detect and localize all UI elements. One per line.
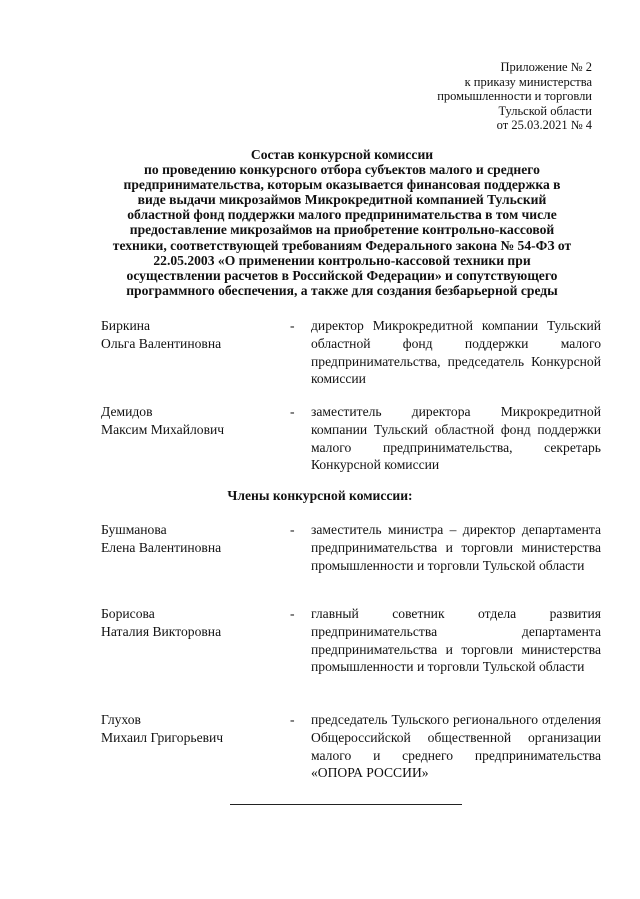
appendix-line: промышленности и торговли (437, 89, 592, 104)
title-line: осуществлении расчетов в Российской Федерации» и сопутствующего (126, 267, 558, 283)
member-name (101, 605, 281, 641)
member-dash: - (290, 318, 295, 333)
member-dash: - (290, 712, 295, 727)
title-line: предпринимательства, которым оказывается финансовая поддержка в (123, 177, 561, 193)
member-given-names: Михаил Григорьевич (101, 729, 224, 745)
member-surname: Борисова (101, 606, 155, 621)
appendix-header (372, 60, 592, 133)
title-line: Состав конкурсной комиссии (250, 147, 434, 162)
title-line: по проведению конкурсного отбора субъектов малого и среднего (144, 162, 540, 178)
title-line: предоставление микрозаймов на приобретение контрольно-кассовой (129, 222, 555, 238)
member-given-names: Наталия Викторовна (101, 623, 222, 639)
member-dash: - (290, 404, 295, 419)
title-line: областной фонд поддержки малого предпринимательства в том числе (127, 207, 557, 223)
appendix-line: к приказу министерства (464, 74, 592, 89)
member-role: главный советник отдела развития предпринимательства департамента предпринимательства и торговли министерства промышленности и торговли Тульской области (311, 606, 601, 675)
member-role: заместитель директора Микрокредитной компании Тульский областной фонд поддержки малого предпринимательства, секретарь Конкурсной комиссии (311, 404, 601, 473)
members-heading: Члены конкурсной комиссии: (227, 488, 413, 503)
closing-rule (230, 804, 462, 805)
member-role: заместитель министра – директор департамента предпринимательства и торговли министерства промышленности и торговли Тульской области (311, 522, 601, 573)
member-given-names: Елена Валентиновна (101, 539, 222, 555)
member-dash: - (290, 522, 295, 537)
member-name (101, 317, 281, 353)
member-name (101, 403, 281, 439)
member-given-names: Ольга Валентиновна (101, 335, 222, 351)
member-given-names: Максим Михайлович (101, 421, 225, 437)
title-line: виде выдачи микрозаймов Микрокредитной компанией Тульский (137, 192, 547, 208)
title-line: 22.05.2003 «О применении контрольно-кассовой техники при (153, 252, 531, 268)
member-surname: Биркина (101, 318, 151, 333)
appendix-line: от 25.03.2021 № 4 (496, 118, 592, 133)
member-surname: Бушманова (101, 522, 167, 537)
member-surname: Демидов (101, 404, 153, 419)
appendix-line: Тульской области (498, 103, 592, 118)
appendix-line: Приложение № 2 (500, 60, 592, 74)
title-line: программного обеспечения, а также для создания безбарьерной среды (126, 282, 558, 298)
member-role: председатель Тульского регионального отделения Общероссийской общественной организации малого и среднего предпринимательства «ОПОРА РОССИИ» (311, 712, 601, 781)
member-surname: Глухов (101, 712, 141, 727)
member-dash: - (290, 606, 295, 621)
member-name (101, 711, 281, 747)
title-line: техники, соответствующей требованиям Федерального закона № 54-ФЗ от (112, 237, 572, 253)
member-role: директор Микрокредитной компании Тульский областной фонд поддержки малого предпринимательства, председатель Конкурсной комиссии (311, 318, 601, 387)
document-title (94, 147, 590, 298)
member-name (101, 521, 281, 557)
